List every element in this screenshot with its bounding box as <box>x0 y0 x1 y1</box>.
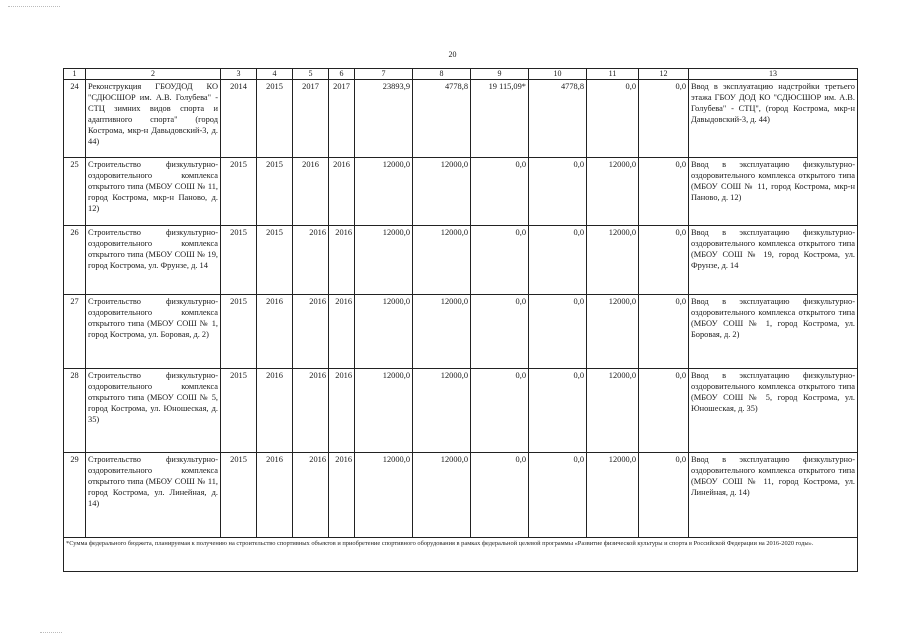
cell-col6: 2016 <box>329 295 355 369</box>
page-number: 20 <box>448 50 457 59</box>
column-number: 2 <box>86 69 221 80</box>
cell-col6: 2016 <box>329 158 355 226</box>
cell-col7: 12000,0 <box>355 295 413 369</box>
row-number: 27 <box>64 295 86 369</box>
cell-col10: 0,0 <box>529 369 587 453</box>
footnote-row <box>64 538 858 572</box>
cell-col8: 12000,0 <box>413 226 471 295</box>
cell-col5: 2017 <box>293 80 329 158</box>
cell-col12: 0,0 <box>639 453 689 538</box>
cell-col6: 2016 <box>329 453 355 538</box>
cell-col11: 12000,0 <box>587 295 639 369</box>
cell-col10: 0,0 <box>529 295 587 369</box>
cell-col8: 12000,0 <box>413 158 471 226</box>
column-number: 9 <box>471 69 529 80</box>
cell-col11: 12000,0 <box>587 226 639 295</box>
cell-col3: 2015 <box>221 453 257 538</box>
cell-col4: 2015 <box>257 226 293 295</box>
expected-result: Ввод в эксплуатацию физкультурно-оздоровительного комплекса открытого типа (МБОУ СОШ № 5, город Кострома, ул. Юношеская, д. 35) <box>689 369 858 453</box>
table-row <box>64 369 858 453</box>
scan-mark-bottom <box>40 632 62 633</box>
cell-col5: 2016 <box>293 369 329 453</box>
cell-col9: 0,0 <box>471 453 529 538</box>
cell-col8: 4778,8 <box>413 80 471 158</box>
table-row <box>64 80 858 158</box>
column-number: 11 <box>587 69 639 80</box>
cell-col12: 0,0 <box>639 369 689 453</box>
footnote: *Сумма федерального бюджета, планируемая к получению на строительство спортивных объектов и приобретение спортивного оборудования в рамках федеральной целевой программы «Развитие физической культуры и спорта в Российской Федерации на 2016-2020 годы». <box>64 538 858 572</box>
cell-col11: 12000,0 <box>587 158 639 226</box>
column-number: 8 <box>413 69 471 80</box>
cell-col6: 2017 <box>329 80 355 158</box>
table-row <box>64 226 858 295</box>
cell-col11: 12000,0 <box>587 369 639 453</box>
cell-col7: 12000,0 <box>355 369 413 453</box>
column-number: 10 <box>529 69 587 80</box>
column-number: 12 <box>639 69 689 80</box>
cell-col5: 2016 <box>293 453 329 538</box>
cell-col8: 12000,0 <box>413 453 471 538</box>
row-number: 24 <box>64 80 86 158</box>
cell-col4: 2016 <box>257 453 293 538</box>
project-name: Строительство физкультурно-оздоровительного комплекса открытого типа (МБОУ СОШ № 1, город Кострома, ул. Боровая, д. 2) <box>86 295 221 369</box>
cell-col3: 2015 <box>221 158 257 226</box>
project-name: Строительство физкультурно-оздоровительного комплекса открытого типа (МБОУ СОШ № 19, город Кострома, ул. Фрунзе, д. 14 <box>86 226 221 295</box>
expected-result: Ввод в эксплуатацию физкультурно-оздоровительного комплекса открытого типа (МБОУ СОШ № 19, город Кострома, ул. Фрунзе, д. 14 <box>689 226 858 295</box>
column-number: 6 <box>329 69 355 80</box>
project-name: Реконструкция ГБОУДОД КО "СДЮСШОР им. А.В. Голубева" - СТЦ зимних видов спорта и адаптивного спорта" (город Кострома, мкр-н Давыдовский-3, д. 44) <box>86 80 221 158</box>
cell-col3: 2015 <box>221 295 257 369</box>
cell-col7: 12000,0 <box>355 453 413 538</box>
cell-col4: 2016 <box>257 369 293 453</box>
row-number: 26 <box>64 226 86 295</box>
cell-col10: 0,0 <box>529 158 587 226</box>
column-number: 4 <box>257 69 293 80</box>
cell-col5: 2016 <box>293 295 329 369</box>
cell-col9: 0,0 <box>471 226 529 295</box>
cell-col9: 0,0 <box>471 295 529 369</box>
column-number: 3 <box>221 69 257 80</box>
cell-col3: 2015 <box>221 369 257 453</box>
cell-col8: 12000,0 <box>413 369 471 453</box>
cell-col12: 0,0 <box>639 158 689 226</box>
row-number: 28 <box>64 369 86 453</box>
cell-col5: 2016 <box>293 226 329 295</box>
row-number: 25 <box>64 158 86 226</box>
cell-col11: 0,0 <box>587 80 639 158</box>
cell-col3: 2014 <box>221 80 257 158</box>
scan-mark-top <box>8 6 60 7</box>
expected-result: Ввод в эксплуатацию физкультурно-оздоровительного комплекса открытого типа (МБОУ СОШ № 11, город Кострома, мкр-н Паново, д. 12) <box>689 158 858 226</box>
projects-table <box>63 68 858 572</box>
cell-col7: 12000,0 <box>355 226 413 295</box>
row-number: 29 <box>64 453 86 538</box>
cell-col4: 2016 <box>257 295 293 369</box>
cell-col10: 0,0 <box>529 453 587 538</box>
cell-col12: 0,0 <box>639 295 689 369</box>
table-row <box>64 295 858 369</box>
cell-col3: 2015 <box>221 226 257 295</box>
column-number: 5 <box>293 69 329 80</box>
column-number: 1 <box>64 69 86 80</box>
column-number: 7 <box>355 69 413 80</box>
cell-col12: 0,0 <box>639 80 689 158</box>
project-name: Строительство физкультурно-оздоровительного комплекса открытого типа (МБОУ СОШ № 11, город Кострома, ул. Линейная, д. 14) <box>86 453 221 538</box>
project-name: Строительство физкультурно-оздоровительного комплекса открытого типа (МБОУ СОШ № 5, город Кострома, ул. Юношеская, д. 35) <box>86 369 221 453</box>
expected-result: Ввод в эксплуатацию надстройки третьего этажа ГБОУ ДОД КО "СДЮСШОР им. А.В. Голубева" - СТЦ", (город Кострома, мкр-н Давыдовский-3, д. 44) <box>689 80 858 158</box>
cell-col10: 0,0 <box>529 226 587 295</box>
cell-col8: 12000,0 <box>413 295 471 369</box>
cell-col5: 2016 <box>293 158 329 226</box>
project-name: Строительство физкультурно-оздоровительного комплекса открытого типа (МБОУ СОШ № 11, город Кострома, мкр-н Паново, д. 12) <box>86 158 221 226</box>
cell-col12: 0,0 <box>639 226 689 295</box>
column-number: 13 <box>689 69 858 80</box>
table-row <box>64 453 858 538</box>
cell-col9: 19 115,09* <box>471 80 529 158</box>
cell-col7: 12000,0 <box>355 158 413 226</box>
cell-col10: 4778,8 <box>529 80 587 158</box>
cell-col11: 12000,0 <box>587 453 639 538</box>
cell-col9: 0,0 <box>471 158 529 226</box>
cell-col4: 2015 <box>257 158 293 226</box>
cell-col6: 2016 <box>329 369 355 453</box>
cell-col7: 23893,9 <box>355 80 413 158</box>
column-number-row <box>64 69 858 80</box>
cell-col9: 0,0 <box>471 369 529 453</box>
cell-col6: 2016 <box>329 226 355 295</box>
table-row <box>64 158 858 226</box>
expected-result: Ввод в эксплуатацию физкультурно-оздоровительного комплекса открытого типа (МБОУ СОШ № 1, город Кострома, ул. Боровая, д. 2) <box>689 295 858 369</box>
expected-result: Ввод в эксплуатацию физкультурно-оздоровительного комплекса открытого типа (МБОУ СОШ № 11, город Кострома, ул. Линейная, д. 14) <box>689 453 858 538</box>
cell-col4: 2015 <box>257 80 293 158</box>
